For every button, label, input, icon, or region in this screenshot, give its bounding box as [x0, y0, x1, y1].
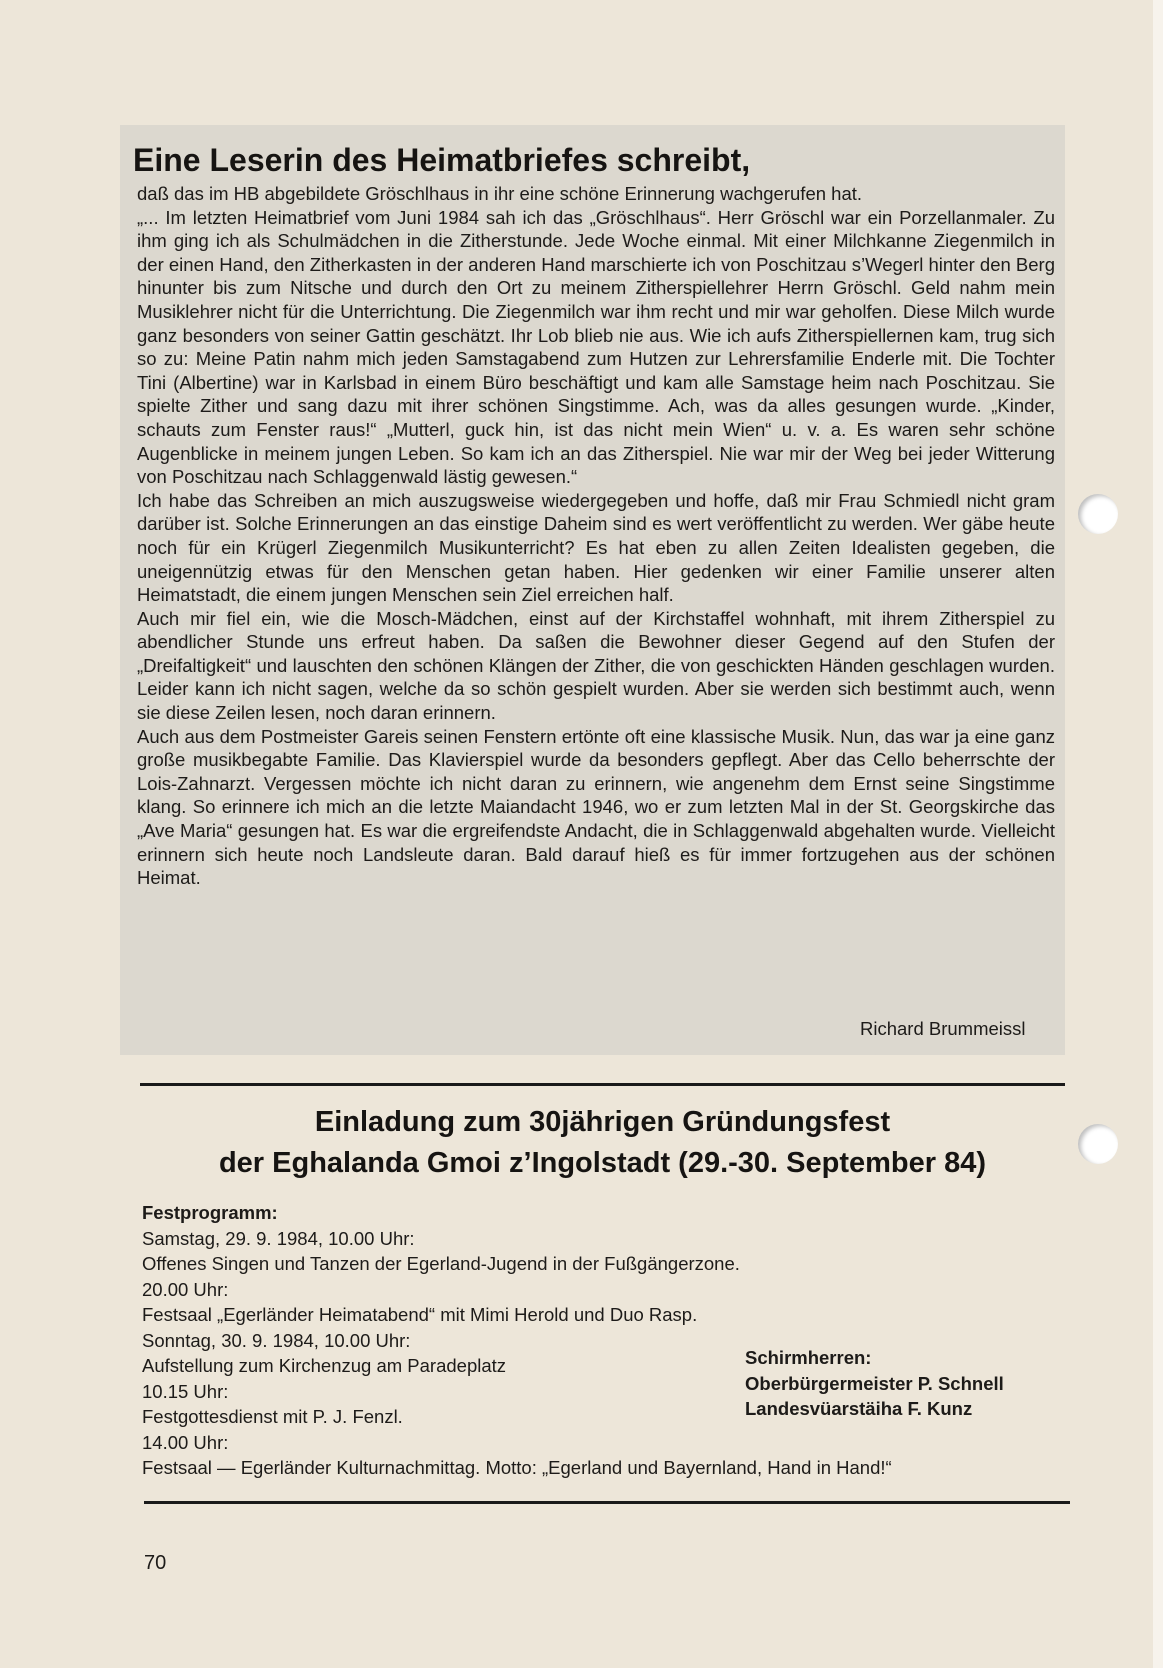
festprogramm	[142, 1200, 1042, 1481]
patrons	[745, 1345, 1004, 1422]
letter-paragraph: Auch aus dem Postmeister Gareis seinen Fenstern ertönte oft eine klassische Musik. Nun, das war ja eine ganz große musikbegabte Familie. Das Klavierspiel wurde da besonders gepflegt. Aber das Cello beherrschte der Lois-Zahnarzt. Vergessen möchte ich nicht daran zu erinnern, wie angenehm dem Ernst seine Singstimme klang. So erinnere ich mich an die letzte Maiandacht 1946, wo er zum letzten Mal in der St. Georgskirche das „Ave Maria“ gesungen hat. Es war die ergreifendste Andacht, die in Schlaggenwald abgehalten wurde. Vielleicht erinnern sich heute noch Landsleute daran. Bald darauf hieß es für immer fortzugehen aus der schönen Heimat.	[137, 725, 1055, 889]
letter-paragraph: Auch mir fiel ein, wie die Mosch-Mädchen, einst auf der Kirchstaffel wohnhaft, mit ihrem Zitherspiel zu abendlicher Stunde uns erfreut haben. Da saßen die Bewohner dieser Gegend auf den Stufen der „Dreifaltigkeit“ und lauschten den schönen Klängen der Zither, die von geschickten Händen geschlagen wurden. Leider kann ich nicht sagen, welche da so schön gespielt wurden. Aber sie werden sich bestimmt auch, wenn sie diese Zeilen lesen, noch daran erinnern.	[137, 607, 1055, 724]
letter-author: Richard Brummeissl	[860, 1018, 1026, 1039]
punch-hole	[1078, 494, 1118, 534]
program-item: Festsaal — Egerländer Kulturnachmittag. Motto: „Egerland und Bayernland, Hand in Hand!“	[142, 1457, 892, 1478]
event-title-line: Einladung zum 30jährigen Gründungsfest	[314, 1106, 891, 1138]
program-item: 14.00 Uhr:	[142, 1431, 229, 1453]
program-item: 20.00 Uhr:	[142, 1278, 229, 1300]
divider-rule	[144, 1501, 1070, 1504]
event-title-line: der Eghalanda Gmoi z’Ingolstadt (29.-30. September 84)	[218, 1147, 987, 1179]
letter-paragraph: Ich habe das Schreiben an mich auszugsweise wiedergegeben und hoffe, daß mir Frau Schmiedl nicht gram darüber ist. Solche Erinnerungen an das einstige Daheim sind es wert veröffentlicht zu werden. Wer gäbe heute noch für ein Krügerl Ziegenmilch Musikunterricht? Es hat eben zu allen Zeiten Idealisten gegeben, die uneigennützig etwas für den Menschen getan haben. Hier gedenken wir einer Familie unserer alten Heimatstadt, die einem jungen Menschen sein Ziel erreichen half.	[137, 489, 1055, 606]
program-item: Offenes Singen und Tanzen der Egerland-Jugend in der Fußgängerzone.	[142, 1253, 740, 1274]
letter-title: Eine Leserin des Heimatbriefes schreibt,	[133, 142, 751, 178]
program-item: Aufstellung zum Kirchenzug am Paradeplatz	[142, 1355, 507, 1376]
patron: Landesvüarstäiha F. Kunz	[745, 1398, 973, 1419]
program-item: Samstag, 29. 9. 1984, 10.00 Uhr:	[142, 1227, 415, 1249]
letter-intro: daß das im HB abgebildete Gröschlhaus in ihr eine schöne Erinnerung wachgerufen hat.	[137, 183, 863, 204]
program-label: Festprogramm:	[142, 1202, 278, 1223]
program-item: Festgottesdienst mit P. J. Fenzl.	[142, 1406, 403, 1427]
event-title	[140, 1102, 1065, 1184]
patron: Oberbürgermeister P. Schnell	[745, 1372, 1004, 1394]
program-item: Sonntag, 30. 9. 1984, 10.00 Uhr:	[142, 1329, 411, 1351]
divider-rule	[140, 1083, 1065, 1086]
punch-hole	[1078, 1124, 1118, 1164]
program-item: Festsaal „Egerländer Heimatabend“ mit Mimi Herold und Duo Rasp.	[142, 1304, 698, 1325]
page-edge	[1153, 0, 1163, 1668]
letter-body	[137, 182, 1055, 890]
program-item: 10.15 Uhr:	[142, 1380, 229, 1402]
patrons-label: Schirmherren:	[745, 1347, 872, 1368]
letter-quote: „... Im letzten Heimatbrief vom Juni 1984 sah ich das „Gröschlhaus“. Herr Gröschl war ein Porzellanmaler. Zu ihm ging ich als Schulmädchen in die Zitherstunde. Jede Woche einmal. Mit einer Milchkanne Ziegenmilch in der einen Hand, den Zitherkasten in der anderen Hand marschierte ich von Poschitzau s’Wegerl hinter den Berg hinunter bis zum Nitsche und durch den Ort zu meinem Zitherspiellehrer Herrn Gröschl. Geld nahm mein Musiklehrer nicht für die Unterrichtung. Die Ziegenmilch war ihm recht und mir war geholfen. Diese Milch wurde ganz besonders von seiner Gattin geschätzt. Ihr Lob blieb nie aus. Wie ich aufs Zitherspiellernen kam, trug sich so zu: Meine Patin nahm mich jeden Samstagabend zum Hutzen zur Lehrersfamilie Enderle mit. Die Tochter Tini (Albertine) war in Karlsbad in einem Büro beschäftigt und kam alle Samstage heim nach Poschitzau. Sie spielte Zither und sang dazu mit ihrer schönen Singstimme. Ach, was da alles gesungen wurde. „Kinder, schauts zum Fenster raus!“ „Mutterl, guck hin, ist das nicht mein Wien“ u. v. a. Es waren sehr schöne Augenblicke in meinem jungen Leben. So kam ich an das Zitherspiel. Nie war mir der Weg bei jeder Witterung von Poschitzau nach Schlaggenwald lästig gewesen.“	[137, 206, 1055, 488]
page-number: 70	[144, 1552, 167, 1574]
